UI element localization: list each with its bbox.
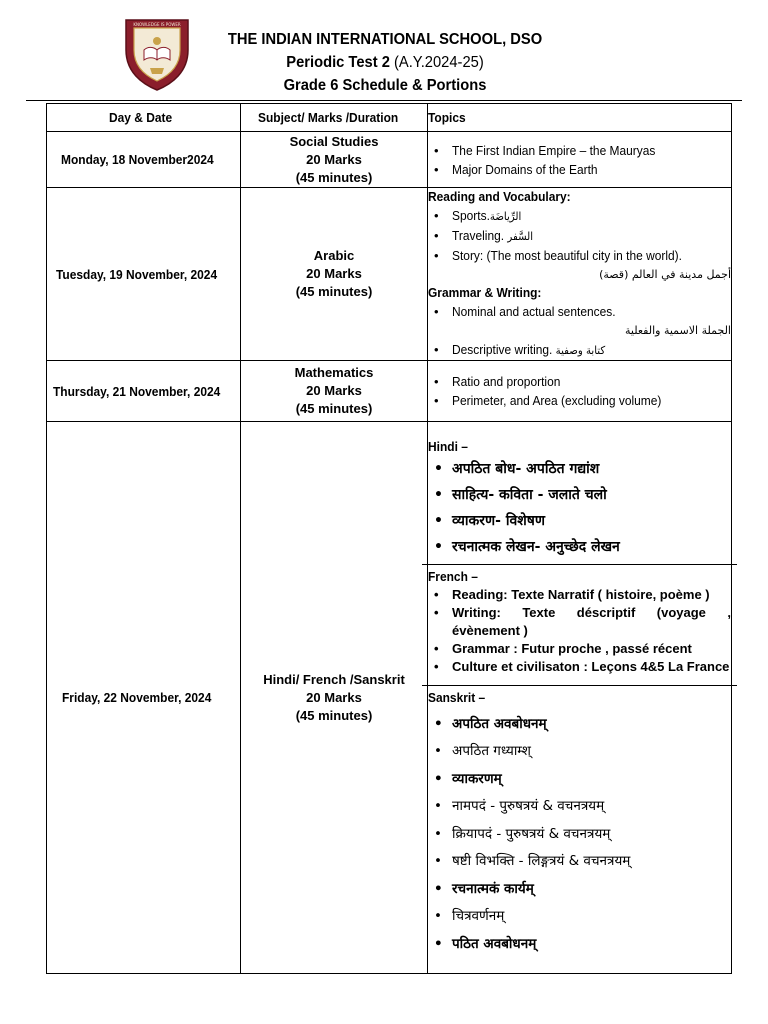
hindi-list <box>428 456 731 560</box>
test-label: Periodic Test 2 <box>286 54 390 71</box>
subject-duration: (45 minutes) <box>295 284 373 299</box>
title-block <box>200 28 570 97</box>
header-topics: Topics <box>428 104 732 132</box>
french-list <box>428 586 731 676</box>
table-row <box>47 361 732 422</box>
grade-schedule-title: Grade 6 Schedule & Portions <box>283 77 487 94</box>
topic-item: • चित्रवर्णनम् <box>452 903 731 931</box>
topic-item: • Ratio and proportion <box>452 372 731 391</box>
topic-item: • पठित अवबोधनम् <box>452 931 731 959</box>
row-subject <box>241 422 428 974</box>
subject-marks: 20 Marks <box>306 689 362 705</box>
row-subject <box>241 361 428 422</box>
row-topics <box>428 188 732 361</box>
svg-text:KNOWLEDGE IS POWER: KNOWLEDGE IS POWER <box>133 22 181 27</box>
french-title: French – <box>428 568 478 584</box>
topic-item: • Reading: Texte Narratif ( histoire, poème ) <box>452 586 731 604</box>
topic-item: • रचनात्मक लेखन- अनुच्छेद लेखन <box>452 534 731 560</box>
row-date: Monday, 18 November2024 <box>47 132 241 188</box>
schedule-table <box>46 103 732 974</box>
academic-year: (A.Y.2024-25) <box>393 54 484 71</box>
topic-item: • व्याकरणम् <box>452 766 731 794</box>
topic-item: • अपठित बोध- अपठित गद्यांश <box>452 456 731 482</box>
row-topics <box>428 361 732 422</box>
subject-duration: (45 minutes) <box>295 707 373 723</box>
table-row <box>47 422 732 974</box>
topic-item: • षष्टी विभक्ति - लिङ्गत्रयं & वचनत्रयम् <box>452 848 731 876</box>
header-day-date: Day & Date <box>47 104 241 132</box>
topic-item: • Writing: Texte déscriptif (voyage , évènement ) <box>452 604 731 640</box>
topic-item: • अपठित गध्याम्श् <box>452 738 731 766</box>
topic-item: • साहित्य- कविता - जलाते चलो <box>452 482 731 508</box>
topic-item: • Grammar : Futur proche , passé récent <box>452 640 731 658</box>
row-date: Friday, 22 November, 2024 <box>47 422 241 974</box>
document-header <box>0 0 768 104</box>
row-subject <box>241 188 428 361</box>
arabic-story-title: أجمل مدينة في العالم (قصة) <box>599 268 731 281</box>
subject-duration: (45 minutes) <box>295 169 373 185</box>
subject-marks: 20 Marks <box>306 383 362 398</box>
arabic-grammar-text: الجملة الاسمية والفعلية <box>625 324 731 337</box>
topic-item: • The First Indian Empire – the Mauryas <box>452 141 731 160</box>
school-crest-logo <box>122 16 192 92</box>
row-topics <box>428 422 732 974</box>
topic-item: • Perimeter, and Area (excluding volume) <box>452 391 731 410</box>
table-row <box>47 132 732 188</box>
subject-marks: 20 Marks <box>306 151 362 167</box>
row-topics <box>428 132 732 188</box>
topic-item: • Nominal and actual sentences. <box>452 302 731 321</box>
section-divider <box>422 564 737 565</box>
header-divider <box>26 100 742 101</box>
subject-name: Arabic <box>313 248 355 263</box>
table-header-row <box>47 104 732 132</box>
topic-item: • Major Domains of the Earth <box>452 160 731 179</box>
topic-item: • Sports.الرِّياضَة <box>452 206 731 226</box>
subject-name: Social Studies <box>289 133 379 149</box>
subject-name: Mathematics <box>294 365 374 380</box>
topic-item: • Story: (The most beautiful city in the world). <box>452 246 731 265</box>
topic-item: • नामपदं - पुरुषत्रयं & वचनत्रयम् <box>452 793 731 821</box>
school-name: THE INDIAN INTERNATIONAL SCHOOL, DSO <box>227 31 543 48</box>
row-subject <box>241 132 428 188</box>
topic-item: • Traveling. السَّفر <box>452 226 731 246</box>
arabic-reading-title: Reading and Vocabulary: <box>428 189 571 204</box>
row-date: Thursday, 21 November, 2024 <box>47 361 241 422</box>
topic-item: • Culture et civilisaton : Leçons 4&5 La France <box>452 658 731 676</box>
row-date: Tuesday, 19 November, 2024 <box>47 188 241 361</box>
arabic-grammar-title: Grammar & Writing: <box>428 285 542 300</box>
hindi-title: Hindi – <box>428 438 468 454</box>
subject-name: Hindi/ French /Sanskrit <box>263 671 405 687</box>
topic-item: • Descriptive writing. كتابة وصفية <box>452 340 731 360</box>
topic-item: • अपठित अवबोधनम् <box>452 711 731 739</box>
sanskrit-list <box>428 711 731 959</box>
topic-item: • क्रियापदं - पुरुषत्रयं & वचनत्रयम् <box>452 821 731 849</box>
test-name <box>215 51 555 74</box>
header-subject: Subject/ Marks /Duration <box>241 104 428 132</box>
sanskrit-title: Sanskrit – <box>428 689 486 705</box>
table-row <box>47 188 732 361</box>
subject-duration: (45 minutes) <box>295 401 373 416</box>
section-divider <box>422 685 737 686</box>
topic-item: • व्याकरण- विशेषण <box>452 508 731 534</box>
topic-item: • रचनात्मकं कार्यम् <box>452 876 731 904</box>
subject-marks: 20 Marks <box>306 266 362 281</box>
